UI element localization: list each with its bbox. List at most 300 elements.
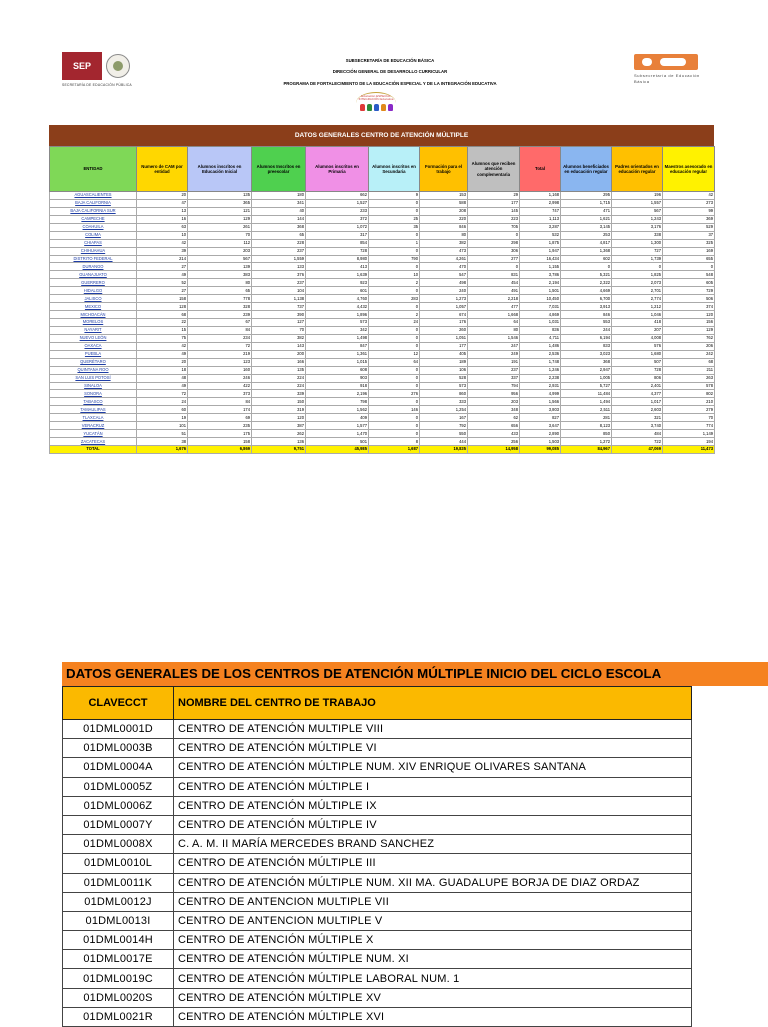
entity-link[interactable]: QUINTANA ROO bbox=[50, 366, 137, 374]
table-row bbox=[50, 255, 715, 263]
table-cell: 0 bbox=[369, 303, 420, 311]
table-cell: 295 bbox=[561, 192, 612, 200]
table-cell: 63 bbox=[137, 223, 188, 231]
program-logo bbox=[352, 90, 400, 112]
table-cell: 1,562 bbox=[306, 406, 369, 414]
table-cell: 348 bbox=[468, 406, 520, 414]
table-cell: 2,890 bbox=[520, 430, 561, 438]
table-cell: 4,261 bbox=[420, 255, 468, 263]
table-row bbox=[63, 950, 692, 969]
table-cell: 0 bbox=[468, 231, 520, 239]
entity-link[interactable]: TAMAULIPAS bbox=[50, 406, 137, 414]
table-cell: 601 bbox=[306, 287, 369, 295]
seb-logo-subtitle: Subsecretaría de Educación Básica bbox=[634, 73, 700, 84]
table-cell: 1,138 bbox=[252, 295, 306, 303]
table-cell: 1,005 bbox=[561, 374, 612, 382]
entity-link[interactable]: MEXICO bbox=[50, 303, 137, 311]
table-row bbox=[50, 231, 715, 239]
table-cell: 5,321 bbox=[561, 271, 612, 279]
table-cell: 4,869 bbox=[520, 311, 561, 319]
table-cell: 49 bbox=[137, 382, 188, 390]
table-cell: 84,967 bbox=[561, 446, 612, 454]
table-row bbox=[63, 969, 692, 988]
table-cell: 49 bbox=[137, 271, 188, 279]
table-row bbox=[50, 342, 715, 350]
table-cell: 180 bbox=[252, 192, 306, 200]
col-header-nombre: NOMBRE DEL CENTRO DE TRABAJO bbox=[174, 687, 692, 720]
table-cell: 4,999 bbox=[520, 390, 561, 398]
entity-link[interactable]: TLAXCALA bbox=[50, 414, 137, 422]
table-cell: 383 bbox=[188, 271, 252, 279]
table-cell: 1,243 bbox=[612, 215, 663, 223]
table-cell: 477 bbox=[468, 303, 520, 311]
table-cell: 2,401 bbox=[612, 382, 663, 390]
table-row bbox=[50, 422, 715, 430]
table-cell: 1,494 bbox=[561, 398, 612, 406]
entity-link[interactable]: PUEBLA bbox=[50, 350, 137, 358]
table-cell: 175 bbox=[188, 430, 252, 438]
entity-link[interactable]: COAHUILA bbox=[50, 223, 137, 231]
entity-link[interactable]: VERACRUZ bbox=[50, 422, 137, 430]
table-cell: 22 bbox=[137, 319, 188, 327]
table-cell: 923 bbox=[306, 279, 369, 287]
table-row bbox=[63, 854, 692, 873]
table-cell: 249 bbox=[468, 350, 520, 358]
table-cell: 491 bbox=[468, 287, 520, 295]
table-cell: 233 bbox=[306, 207, 369, 215]
table-cell: 728 bbox=[612, 366, 663, 374]
table-cell: 433 bbox=[468, 430, 520, 438]
table-cell: 368 bbox=[252, 223, 306, 231]
table-cell: 60 bbox=[137, 406, 188, 414]
clavecct-cell: 01DML0011K bbox=[63, 873, 174, 892]
entity-link[interactable]: MORELOS bbox=[50, 319, 137, 327]
entity-link[interactable]: SAN LUIS POTOSÍ bbox=[50, 374, 137, 382]
table2-header-row bbox=[63, 687, 692, 720]
table-row bbox=[63, 873, 692, 892]
table-cell: 705 bbox=[468, 223, 520, 231]
center-name-cell: CENTRO DE ATENCIÓN MÚLTIPLE III bbox=[174, 854, 692, 873]
entity-link[interactable]: SONORA bbox=[50, 390, 137, 398]
table-cell: 382 bbox=[252, 334, 306, 342]
table-cell: 1,557 bbox=[612, 199, 663, 207]
col-header: Alumnos beneficiados en educación regular bbox=[561, 147, 612, 192]
table-cell: 4,817 bbox=[561, 239, 612, 247]
table-cell: 191 bbox=[468, 358, 520, 366]
entity-link[interactable]: DISTRITO FEDERAL bbox=[50, 255, 137, 263]
table-cell: 1,621 bbox=[561, 215, 612, 223]
table-cell: 1 bbox=[369, 239, 420, 247]
table-cell: 14,958 bbox=[468, 446, 520, 454]
table-cell: 605 bbox=[663, 279, 715, 287]
table-cell: 24 bbox=[369, 319, 420, 327]
table-cell: 903 bbox=[306, 374, 369, 382]
table-cell: 177 bbox=[468, 199, 520, 207]
table-cell: 49 bbox=[137, 350, 188, 358]
table-cell: 1,639 bbox=[306, 271, 369, 279]
header-line-1: SUBSECRETARÍA DE EDUCACIÓN BÁSICA bbox=[345, 58, 435, 63]
table-cell: 454 bbox=[468, 279, 520, 287]
table-cell: 774 bbox=[663, 422, 715, 430]
table-cell: 25 bbox=[369, 215, 420, 223]
table-cell: 2,511 bbox=[561, 406, 612, 414]
table-cell: 62 bbox=[468, 414, 520, 422]
table-cell: 129 bbox=[663, 326, 715, 334]
entity-link[interactable]: ZACATECAS bbox=[50, 438, 137, 446]
table-cell: 390 bbox=[252, 311, 306, 319]
table-cell: 0 bbox=[369, 430, 420, 438]
table-cell: 1,272 bbox=[561, 438, 612, 446]
table-cell: 2,931 bbox=[520, 382, 561, 390]
table-cell: 1,300 bbox=[612, 239, 663, 247]
table-cell: 1,017 bbox=[612, 398, 663, 406]
table-cell: 27 bbox=[137, 263, 188, 271]
table-cell: 798 bbox=[306, 398, 369, 406]
entity-link[interactable]: NAYARIT bbox=[50, 326, 137, 334]
center-name-cell: CENTRO DE ATENCIÓN MÚLTIPLE IV bbox=[174, 815, 692, 834]
table-cell: 854 bbox=[306, 239, 369, 247]
table-cell: 127 bbox=[252, 319, 306, 327]
table-cell: 42 bbox=[137, 342, 188, 350]
table-cell: 656 bbox=[468, 422, 520, 430]
table-row bbox=[63, 777, 692, 796]
table-cell: 662 bbox=[306, 192, 369, 200]
table-cell: 0 bbox=[369, 342, 420, 350]
table-cell: 0 bbox=[369, 326, 420, 334]
table-cell: 409 bbox=[306, 414, 369, 422]
table-row bbox=[50, 207, 715, 215]
table-cell: 0 bbox=[369, 414, 420, 422]
table-row bbox=[50, 350, 715, 358]
table-cell: 836 bbox=[520, 326, 561, 334]
table-cell: 3,803 bbox=[520, 406, 561, 414]
table-row bbox=[50, 374, 715, 382]
table-cell: 273 bbox=[663, 199, 715, 207]
table-cell: 263 bbox=[663, 374, 715, 382]
table-cell: 68 bbox=[663, 358, 715, 366]
table-cell: 1,057 bbox=[420, 303, 468, 311]
table-cell: 3,913 bbox=[561, 303, 612, 311]
entity-link[interactable]: OAXACA bbox=[50, 342, 137, 350]
table-row bbox=[63, 931, 692, 950]
entity-link[interactable]: GUANAJUATO bbox=[50, 271, 137, 279]
table-cell: 1,155 bbox=[520, 263, 561, 271]
table-cell: 573 bbox=[420, 382, 468, 390]
table-cell: 747 bbox=[520, 207, 561, 215]
col-header: Alumnos Inscritos en preescolar bbox=[252, 147, 306, 192]
table-cell: 501 bbox=[306, 438, 369, 446]
table-row bbox=[50, 279, 715, 287]
table-cell: 70 bbox=[252, 326, 306, 334]
table-cell: 10 bbox=[369, 271, 420, 279]
entity-link[interactable]: MICHOACÁN bbox=[50, 311, 137, 319]
table1-title: DATOS GENERALES CENTRO DE ATENCIÓN MÚLTIPLE bbox=[49, 125, 714, 146]
table-cell: 19 bbox=[137, 414, 188, 422]
table-cell: 158 bbox=[137, 295, 188, 303]
table-cell: 210 bbox=[663, 398, 715, 406]
table-cell: 1,486 bbox=[520, 342, 561, 350]
table-cell: 376 bbox=[252, 271, 306, 279]
total-row bbox=[50, 446, 715, 454]
col-header: Formación para el trabajo bbox=[420, 147, 468, 192]
table-cell: 207 bbox=[612, 326, 663, 334]
table-cell: 10 bbox=[137, 231, 188, 239]
table-cell: 253 bbox=[561, 231, 612, 239]
table-cell: 70 bbox=[188, 231, 252, 239]
person-figure-icon bbox=[360, 104, 365, 111]
table-row bbox=[63, 835, 692, 854]
table-cell: 1,149 bbox=[663, 430, 715, 438]
table-cell: 498 bbox=[420, 279, 468, 287]
table-cell: 847 bbox=[306, 342, 369, 350]
clavecct-cell: 01DML0020S bbox=[63, 988, 174, 1007]
table-cell: 214 bbox=[137, 255, 188, 263]
table-cell: 1,031 bbox=[520, 319, 561, 327]
table-cell: 0 bbox=[468, 263, 520, 271]
entity-link[interactable]: CHIHUAHUA bbox=[50, 247, 137, 255]
table-row bbox=[50, 247, 715, 255]
table-cell: 158 bbox=[188, 438, 252, 446]
person-figure-icon bbox=[374, 104, 379, 111]
col-header: Alumnos inscritos en Secundaria bbox=[369, 147, 420, 192]
table-cell: 279 bbox=[663, 406, 715, 414]
table-cell: 153 bbox=[420, 192, 468, 200]
table-cell: 143 bbox=[252, 342, 306, 350]
table-cell: 368 bbox=[561, 358, 612, 366]
table-row bbox=[63, 815, 692, 834]
table-cell: 0 bbox=[369, 382, 420, 390]
table-row bbox=[63, 911, 692, 930]
table-cell: 1,577 bbox=[306, 422, 369, 430]
table-cell: 234 bbox=[188, 334, 252, 342]
table-cell: 0 bbox=[369, 207, 420, 215]
sep-logo bbox=[62, 52, 130, 96]
table-cell: 4,377 bbox=[612, 390, 663, 398]
table-cell: 4,760 bbox=[306, 295, 369, 303]
table-cell: 2,701 bbox=[612, 287, 663, 295]
table-cell: 84 bbox=[188, 326, 252, 334]
table-cell: 281 bbox=[561, 414, 612, 422]
table-cell: 29 bbox=[468, 192, 520, 200]
entity-link[interactable]: AGUASCALIENTES bbox=[50, 192, 137, 200]
table-row bbox=[63, 720, 692, 739]
table-cell: 1,687 bbox=[369, 446, 420, 454]
table-cell: 1,361 bbox=[306, 350, 369, 358]
table-cell: 0 bbox=[561, 263, 612, 271]
table-cell: 72 bbox=[137, 390, 188, 398]
table-cell: 80 bbox=[468, 326, 520, 334]
table-cell: 608 bbox=[306, 366, 369, 374]
table-cell: 1,113 bbox=[520, 215, 561, 223]
entity-link[interactable]: CAMPECHE bbox=[50, 215, 137, 223]
table-cell: 1,896 bbox=[306, 311, 369, 319]
table-cell: 194 bbox=[663, 438, 715, 446]
entity-link[interactable]: TABASCO bbox=[50, 398, 137, 406]
table-cell: 1,168 bbox=[520, 192, 561, 200]
table-cell: 3,145 bbox=[561, 223, 612, 231]
table-cell: 802 bbox=[663, 390, 715, 398]
table-cell: 1,668 bbox=[468, 311, 520, 319]
entity-link[interactable]: DURANGO bbox=[50, 263, 137, 271]
table-cell: 106 bbox=[420, 366, 468, 374]
clavecct-cell: 01DML0003B bbox=[63, 739, 174, 758]
table-cell: 567 bbox=[612, 207, 663, 215]
table-cell: 139 bbox=[188, 263, 252, 271]
table-cell: 317 bbox=[306, 231, 369, 239]
entity-link[interactable]: CHIAPAS bbox=[50, 239, 137, 247]
table-cell: 778 bbox=[188, 295, 252, 303]
table-cell: 11,484 bbox=[561, 390, 612, 398]
table-cell: 1,498 bbox=[306, 334, 369, 342]
table-cell: 0 bbox=[369, 374, 420, 382]
table-cell: 47 bbox=[137, 199, 188, 207]
table-cell: 35 bbox=[369, 223, 420, 231]
table-cell: 387 bbox=[252, 422, 306, 430]
entity-link[interactable]: YUCATÁN bbox=[50, 430, 137, 438]
table-cell: 150 bbox=[252, 398, 306, 406]
table-cell: 0 bbox=[369, 398, 420, 406]
table-cell: 224 bbox=[252, 374, 306, 382]
table-row bbox=[50, 390, 715, 398]
table-cell: 75 bbox=[137, 334, 188, 342]
table-cell: 69 bbox=[188, 414, 252, 422]
table-cell: 84 bbox=[188, 398, 252, 406]
table-cell: 3,740 bbox=[612, 422, 663, 430]
table-cell: 228 bbox=[252, 239, 306, 247]
table-cell: 129 bbox=[188, 215, 252, 223]
col-header: Alumnos inscritos en Primaria bbox=[306, 147, 369, 192]
center-name-cell: CENTRO DE ATENCIÓN MÚLTIPLE XVI bbox=[174, 1007, 692, 1026]
table-cell: 237 bbox=[252, 247, 306, 255]
table-cell: 728 bbox=[306, 247, 369, 255]
table-cell: 223 bbox=[468, 215, 520, 223]
table-cell: 328 bbox=[188, 303, 252, 311]
table-cell: 333 bbox=[420, 398, 468, 406]
national-seal-icon bbox=[106, 54, 130, 78]
table-cell: 2,322 bbox=[561, 279, 612, 287]
entity-link[interactable]: HIDALGO bbox=[50, 287, 137, 295]
cam-data-table bbox=[49, 146, 715, 454]
table-row bbox=[50, 271, 715, 279]
table-cell: 244 bbox=[561, 326, 612, 334]
table-cell: 372 bbox=[306, 215, 369, 223]
table-cell: 176 bbox=[420, 319, 468, 327]
table-cell: 235 bbox=[188, 422, 252, 430]
table-cell: 2,947 bbox=[561, 366, 612, 374]
table-cell: 45,985 bbox=[306, 446, 369, 454]
col-header: Total bbox=[520, 147, 561, 192]
table-cell: 200 bbox=[252, 350, 306, 358]
table-cell: 573 bbox=[306, 319, 369, 327]
table-row bbox=[63, 758, 692, 777]
center-name-cell: CENTRO DE ATENCIÓN MÚLTIPLE NUM. XIV ENRIQUE OLIVARES SANTANA bbox=[174, 758, 692, 777]
table-cell: 8,980 bbox=[306, 255, 369, 263]
table-cell: 123 bbox=[188, 358, 252, 366]
table-cell: 101 bbox=[137, 422, 188, 430]
col-header: Maestros asesorado en educación regular bbox=[663, 147, 715, 192]
table-row bbox=[50, 215, 715, 223]
table-cell: 588 bbox=[420, 199, 468, 207]
person-figure-icon bbox=[367, 104, 372, 111]
table-cell: 2,073 bbox=[612, 279, 663, 287]
entity-link[interactable]: QUERÉTARO bbox=[50, 358, 137, 366]
clavecct-cell: 01DML0017E bbox=[63, 950, 174, 969]
table-cell: 792 bbox=[420, 422, 468, 430]
table-cell: 576 bbox=[612, 342, 663, 350]
table-cell: 1,273 bbox=[420, 295, 468, 303]
table-cell: 8 bbox=[369, 438, 420, 446]
table-cell: 203 bbox=[188, 247, 252, 255]
table-cell: 1,072 bbox=[306, 223, 369, 231]
table-cell: 11,473 bbox=[663, 446, 715, 454]
table-cell: 850 bbox=[561, 430, 612, 438]
center-name-cell: CENTRO DE ANTENCION MULTIPLE VII bbox=[174, 892, 692, 911]
center-name-cell: CENTRO DE ATENCIÓN MÚLTIPLE I bbox=[174, 777, 692, 796]
table-cell: 203 bbox=[468, 398, 520, 406]
col-header: Padres orientados en educación regular bbox=[612, 147, 663, 192]
table-cell: 918 bbox=[306, 382, 369, 390]
entity-link[interactable]: GUERRERO bbox=[50, 279, 137, 287]
table-cell: 674 bbox=[420, 311, 468, 319]
entity-link[interactable]: COLIMA bbox=[50, 231, 137, 239]
table-cell: 4,008 bbox=[612, 334, 663, 342]
table-row bbox=[63, 796, 692, 815]
entity-link[interactable]: NUEVO LEÓN bbox=[50, 334, 137, 342]
table-cell: 484 bbox=[612, 430, 663, 438]
entity-link[interactable]: JALISCO bbox=[50, 295, 137, 303]
header-line-3: PROGRAMA DE FORTALECIMIENTO DE LA EDUCACIÓN ESPECIAL Y DE LA INTEGRACIÓN EDUCATIVA bbox=[283, 81, 497, 86]
table-cell: 321 bbox=[612, 414, 663, 422]
table-cell: 2,998 bbox=[520, 199, 561, 207]
table-cell: 365 bbox=[188, 199, 252, 207]
entity-link[interactable]: SINALOA bbox=[50, 382, 137, 390]
table-cell: 38 bbox=[137, 438, 188, 446]
seb-logo-mark bbox=[634, 54, 698, 70]
table-cell: 261 bbox=[188, 223, 252, 231]
table-cell: 338 bbox=[612, 231, 663, 239]
table-cell: 827 bbox=[520, 414, 561, 422]
table-cell: 6,194 bbox=[561, 334, 612, 342]
clavecct-cell: 01DML0006Z bbox=[63, 796, 174, 815]
clavecct-cell: 01DML0007Y bbox=[63, 815, 174, 834]
entity-link[interactable]: BAJA CALIFORNIA bbox=[50, 199, 137, 207]
table-cell: 2,196 bbox=[306, 390, 369, 398]
table-cell: 2 bbox=[369, 279, 420, 287]
table-cell: 224 bbox=[252, 382, 306, 390]
table-cell: 160 bbox=[188, 366, 252, 374]
table-cell: 6,700 bbox=[561, 295, 612, 303]
col-header: Numero de CAM por entidad bbox=[137, 147, 188, 192]
table-cell: 339 bbox=[252, 390, 306, 398]
table-cell: 532 bbox=[520, 231, 561, 239]
table-cell: 219 bbox=[188, 350, 252, 358]
table-cell: 846 bbox=[561, 311, 612, 319]
total-label: TOTAL bbox=[50, 446, 137, 454]
table-cell: 8,123 bbox=[561, 422, 612, 430]
table-cell: 196 bbox=[612, 192, 663, 200]
table-row bbox=[50, 382, 715, 390]
table-cell: 40 bbox=[252, 207, 306, 215]
entity-link[interactable]: BAJA CALIFORNIA SUR bbox=[50, 207, 137, 215]
table-cell: 373 bbox=[188, 390, 252, 398]
center-name-cell: CENTRO DE ATENCIÓN MÚLTIPLE XV bbox=[174, 988, 692, 1007]
table-cell: 418 bbox=[612, 319, 663, 327]
table-cell: 246 bbox=[188, 374, 252, 382]
table-cell: 1,748 bbox=[520, 358, 561, 366]
table-cell: 567 bbox=[188, 255, 252, 263]
table-cell: 12 bbox=[369, 350, 420, 358]
table-cell: 169 bbox=[663, 247, 715, 255]
